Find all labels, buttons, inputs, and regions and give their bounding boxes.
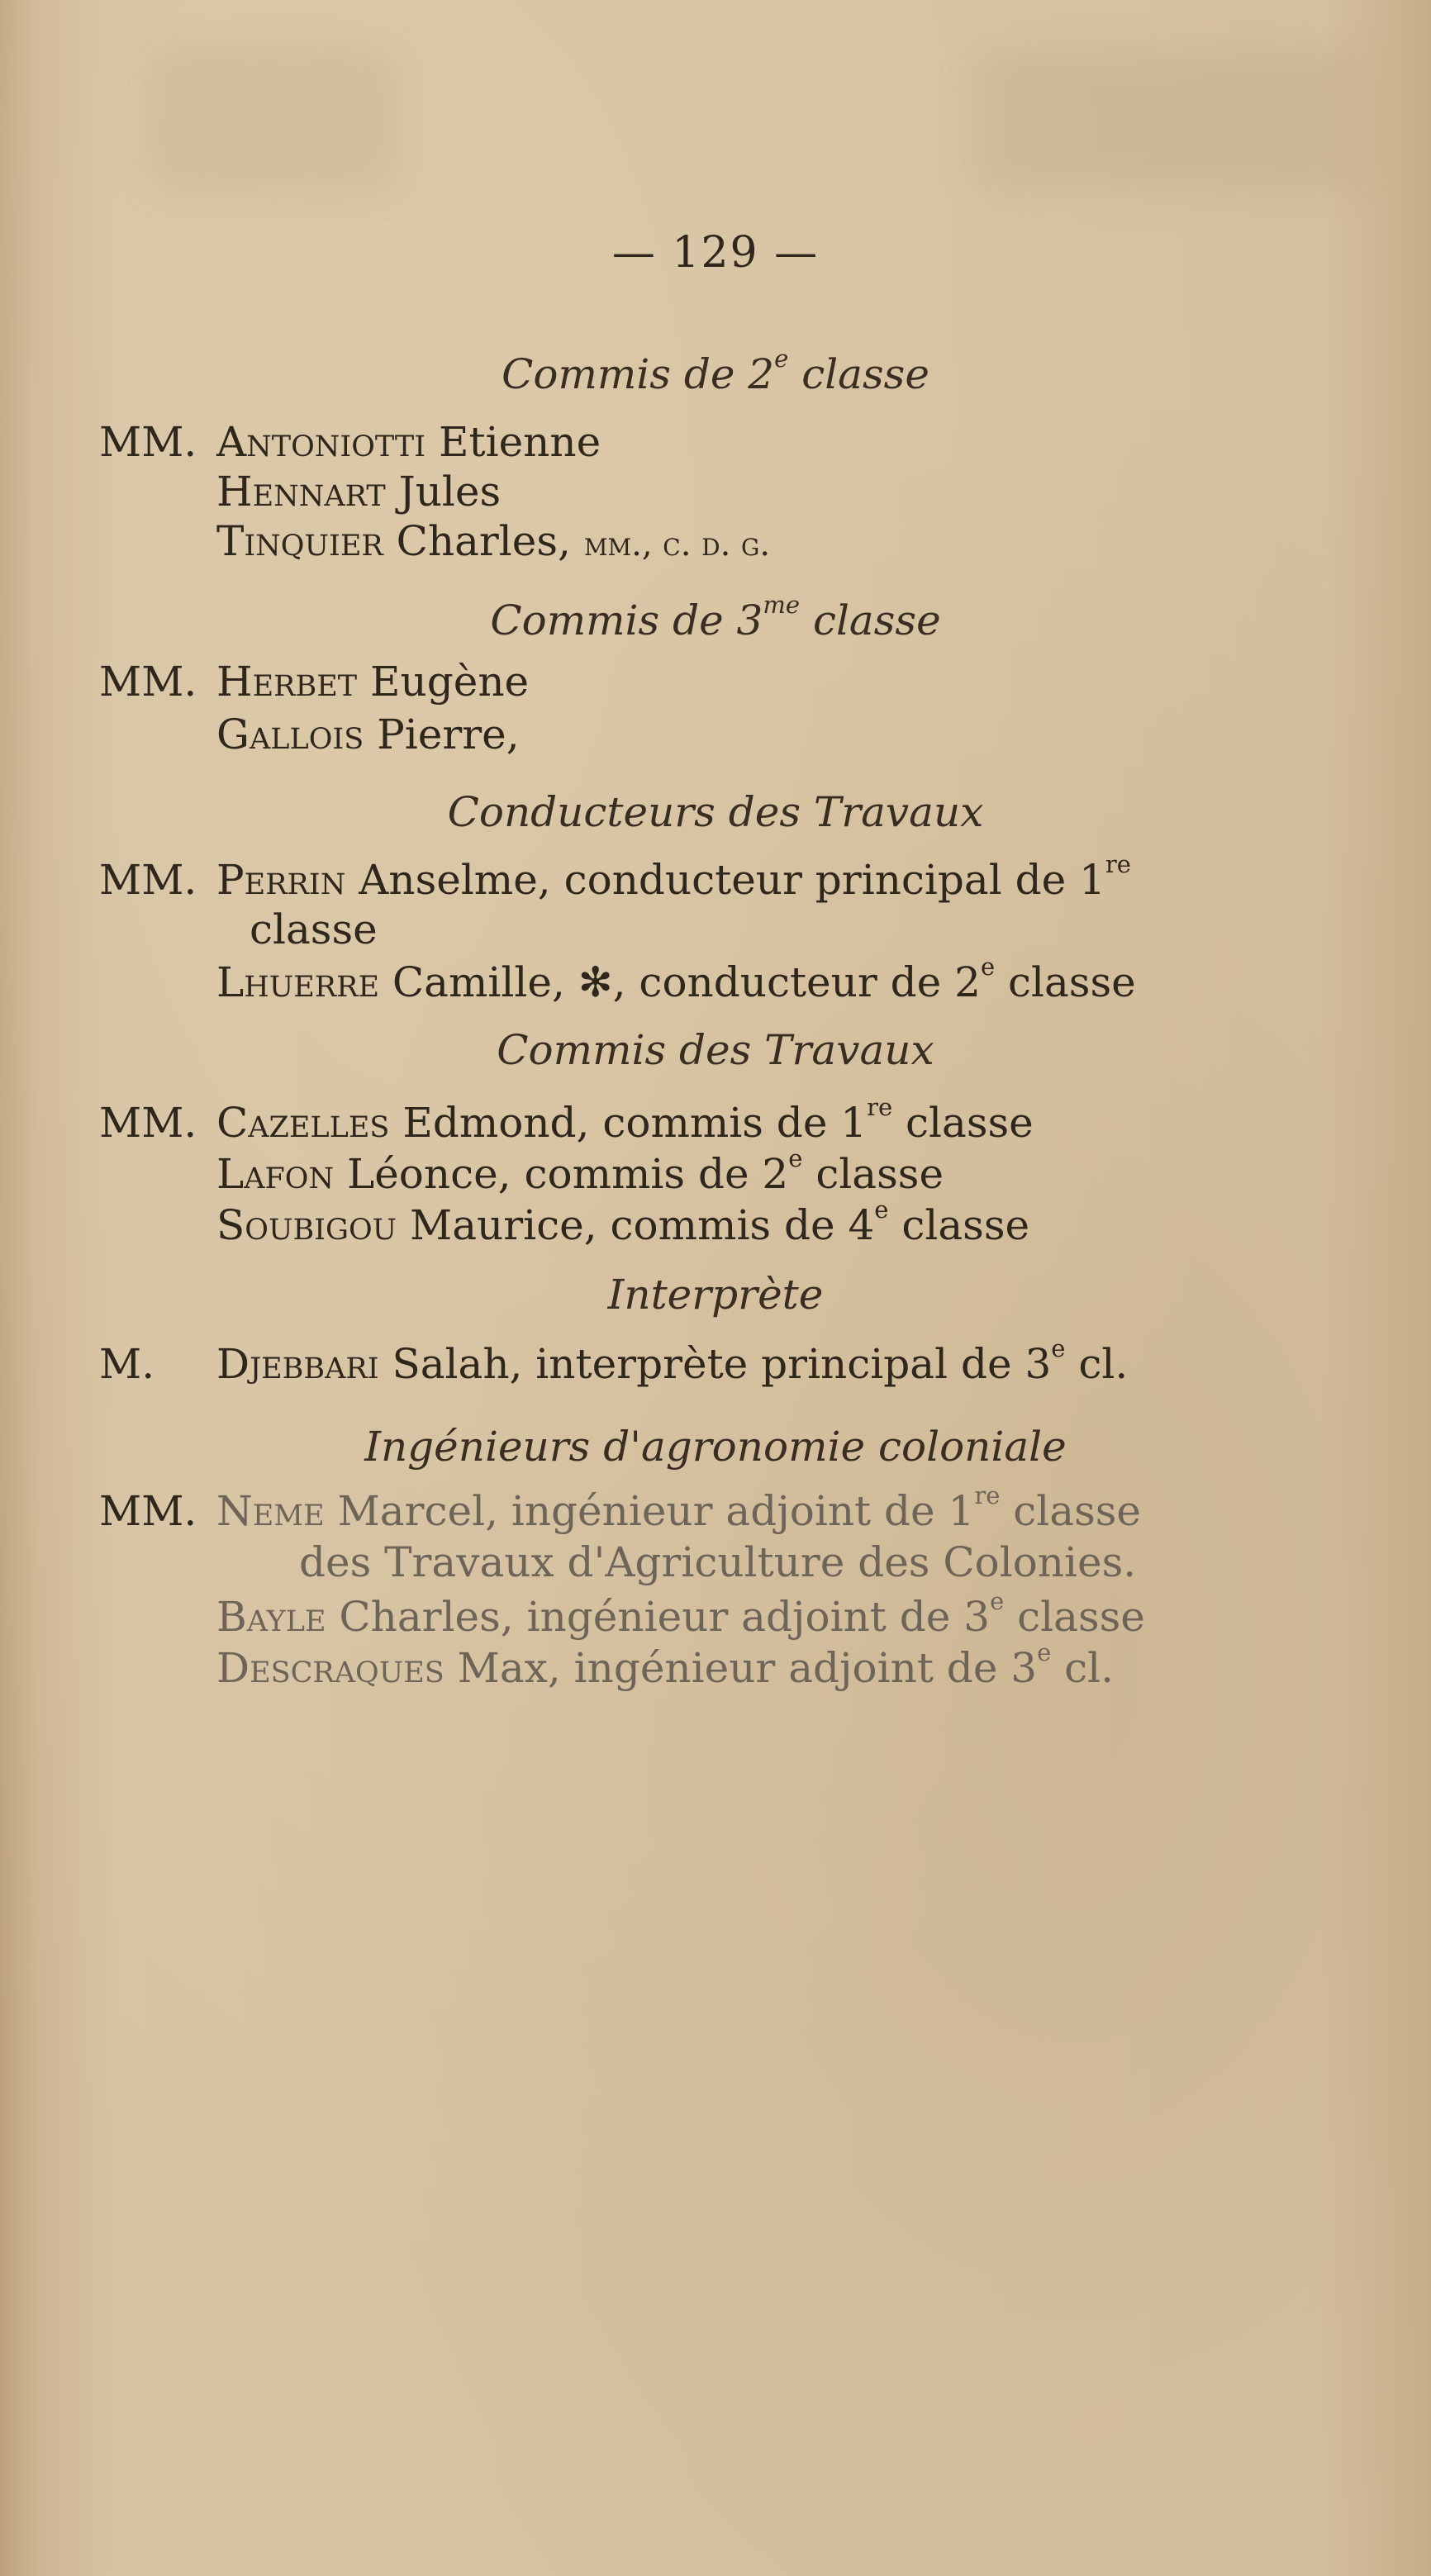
staff-entry: Tinquier Charles, mm., c. d. g. [216, 517, 771, 565]
honorific-prefix: MM. [99, 856, 197, 904]
section-heading: Commis de 2e classe [502, 344, 929, 398]
staff-entry: Perrin Anselme, conducteur principal de 1re [216, 849, 1131, 904]
staff-entry: Cazelles Edmond, commis de 1re classe [216, 1092, 1034, 1147]
staff-entry: Soubigou Maurice, commis de 4e classe [216, 1195, 1030, 1249]
section-heading: Commis de $3^{me}$ classe [490, 590, 941, 644]
staff-entry-continuation: classe [250, 905, 378, 953]
staff-entry: Antoniotti Etienne [216, 418, 601, 466]
honorific-prefix: MM. [99, 1099, 197, 1147]
staff-entry: Neme Marcel, ingénieur adjoint de 1re classe [216, 1480, 1141, 1535]
section-heading: Interprète [607, 1271, 824, 1319]
staff-entry: Bayle Charles, ingénieur adjoint de 3e classe [216, 1586, 1145, 1641]
staff-entry: Djebbari Salah, interprète principal de 3e cl. [216, 1333, 1129, 1388]
honorific-prefix: MM. [99, 658, 197, 706]
staff-entry-continuation: des Travaux d'Agriculture des Colonies. [299, 1538, 1137, 1586]
staff-entry: Descraques Max, ingénieur adjoint de 3e cl. [216, 1637, 1115, 1692]
page-number: — 129 — [611, 228, 820, 278]
staff-entry: Gallois Pierre, [216, 711, 520, 758]
staff-entry: Lhuerre Camille, ✻, conducteur de 2e classe [216, 952, 1136, 1006]
section-heading: Conducteurs des Travaux [447, 788, 984, 836]
honorific-prefix: M. [99, 1340, 155, 1388]
honorific-prefix: MM. [99, 418, 197, 466]
section-heading: Commis des Travaux [497, 1026, 934, 1074]
section-heading: Ingénieurs d'agronomie coloniale [364, 1423, 1067, 1471]
staff-entry: Lafon Léonce, commis de 2e classe [216, 1143, 944, 1198]
staff-entry: Herbet Eugène [216, 658, 530, 706]
staff-entry: Hennart Jules [216, 468, 502, 516]
honorific-prefix: MM. [99, 1487, 197, 1535]
